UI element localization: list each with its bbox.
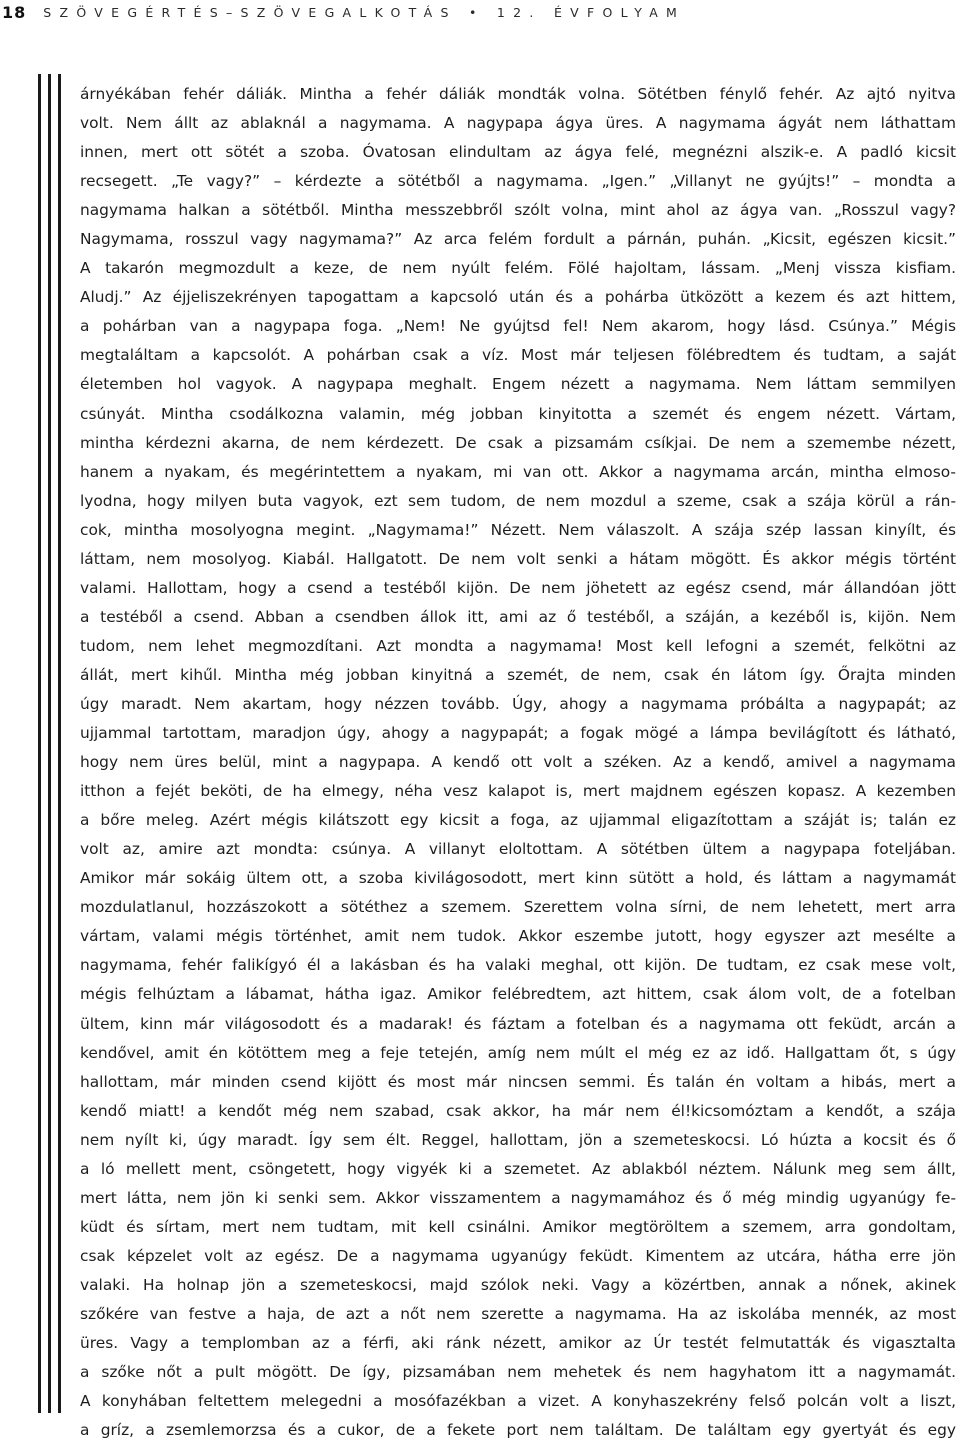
text-line: a pohárban van a nagypapa foga. „Nem! Ne gyújtsd fel! Nem akarom, hogy lásd. Csúnya.” Mégis bbox=[80, 317, 956, 336]
text-line: Amikor már sokáig ültem ott, a szoba kivilágosodott, mert kinn sütött a hold, és láttam a nagymamát bbox=[80, 869, 956, 888]
text-line: állát, mert kihűl. Mintha még jobban kinyitná a szemét, de nem, csak én látom így. Őrajta minden bbox=[80, 665, 956, 684]
text-line: csúnyát. Mintha csodálkozna valamin, még jobban kinyitotta a szemét és engem nézett. Vártam, bbox=[80, 404, 956, 423]
margin-bar bbox=[48, 74, 51, 1413]
text-line: árnyékában fehér dáliák. Mintha a fehér dáliák mondták volna. Sötétben fénylő fehér. Az ajtó nyitva bbox=[80, 85, 956, 103]
text-line: életemben hol vagyok. A nagypapa meghalt. Engem nézett a nagymama. Nem láttam semmilyen bbox=[80, 375, 956, 394]
text-line: nagymama, fehér falikígyó él a lakásban és ha valaki meghal, ott kijön. De tudtam, ez csak mese volt, bbox=[80, 956, 956, 975]
text-line: csak képzelet volt az egész. De a nagymama ugyanúgy feküdt. Kimentem az utcára, hátha erre jön bbox=[80, 1246, 956, 1265]
text-line: ültem, kinn már világosodott és a madarak! és fáztam a fotelban és a nagymama ott feküdt, arcán a bbox=[80, 1014, 956, 1033]
text-line: tudom, nem lehet megmozdítani. Azt mondta a nagymama! Most kell lefogni a szemét, felkötni az bbox=[80, 636, 956, 655]
text-line: a ló mellett ment, csöngetett, hogy vigyék ki a szemetet. Az ablakból néztem. Nálunk meg sem állt, bbox=[80, 1159, 956, 1178]
text-line: valaki. Ha holnap jön a szemeteskocsi, majd szólok neki. Vagy a közértben, annak a nőnek, akinek bbox=[80, 1275, 956, 1294]
text-line: megtaláltam a kapcsolót. A pohárban csak a víz. Most már teljesen fölébredtem és tudtam, a saját bbox=[80, 346, 956, 365]
text-line: ujjammal tartottam, maradjon úgy, ahogy a nagypapát; a fogak mögé a lámpa bevilágított és látható, bbox=[80, 724, 956, 743]
text-line: A konyhában feltettem melegedni a mosófazékban a vizet. A konyhaszekrény felső polcán volt a liszt, bbox=[80, 1392, 956, 1411]
text-line: hallottam, már minden csend kijött és most már nincsen semmi. És talán én voltam a hibás, mert a bbox=[80, 1072, 956, 1091]
text-line: a gríz, a zsemlemorzsa és a cukor, de a fekete port nem találtam. De találtam egy gyertyát és egy bbox=[80, 1421, 956, 1440]
text-line: kendő miatt! a kendőt még nem szabad, csak akkor, ha már nem él!kicsomóztam a kendőt, a szája bbox=[80, 1101, 956, 1120]
text-line: recsegett. „Te vagy?” – kérdezte a sötétből a nagymama. „Igen.” „Villanyt ne gyújts!” – mondta a bbox=[80, 172, 956, 191]
text-line: mintha kérdezni akarna, de nem kérdezett. De csak a pizsamám csíkjai. De nem a szemembe nézett, bbox=[80, 433, 956, 452]
text-line: a testéből a csend. Abban a csendben állok itt, ami az ő testéből, a száján, a kezéből is, kijön. Nem bbox=[80, 607, 956, 626]
text-line: üres. Vagy a templomban az a férfi, aki ránk nézett, amikor az Úr testét felmutatták és vigasztalta bbox=[80, 1334, 956, 1353]
text-line: volt. Nem állt az ablaknál a nagymama. A nagypapa ágya üres. A nagymama ágyát nem láthattam bbox=[80, 114, 956, 133]
page-number: 18 bbox=[2, 2, 27, 22]
margin-bar bbox=[38, 74, 41, 1413]
text-line: nem nyílt ki, úgy maradt. Így sem élt. Reggel, hallottam, jön a szemeteskocsi. Ló húzta a kocsit és ő bbox=[80, 1130, 956, 1149]
text-line: cok, mintha mosolyogna megint. „Nagymama!” Nézett. Nem válaszolt. A szája szép lassan kinyílt, és bbox=[80, 520, 956, 539]
running-head: SZÖVEGÉRTÉS–SZÖVEGALKOTÁS • 12. ÉVFOLYAM bbox=[43, 4, 686, 20]
text-line: mert látta, nem jön ki senki sem. Akkor visszamentem a nagymamához és ő még mindig ugyanúgy fe- bbox=[80, 1188, 956, 1207]
text-line: vártam, valami mégis történhet, amit nem tudok. Akkor eszembe jutott, hogy egyszer azt mesélte a bbox=[80, 927, 956, 946]
text-line: láttam, nem mosolyog. Kiabál. Hallgatott. De nem volt senki a hátam mögött. És akkor mégis történt bbox=[80, 549, 956, 568]
text-line: küdt és sírtam, mert nem tudtam, mit kell csinálni. Amikor megtöröltem a szemem, arra gondoltam, bbox=[80, 1217, 956, 1236]
text-line: a szőke nőt a pult mögött. De így, pizsamában nem mehetek és nem hagyhatom itt a nagymamát. bbox=[80, 1363, 956, 1382]
text-line: Nagymama, rosszul vagy nagymama?” Az arca felém fordult a párnán, puhán. „Kicsit, egészen kicsit.” bbox=[80, 230, 956, 249]
text-line: volt az, amire azt mondta: csúnya. A villanyt eloltottam. A sötétben ültem a nagypapa foteljában. bbox=[80, 840, 956, 859]
text-line: hogy nem üres belül, mint a nagypapa. A kendő ott volt a széken. Az a kendő, amivel a nagymama bbox=[80, 753, 956, 772]
text-line: A takarón megmozdult a keze, de nem nyúlt felém. Fölé hajoltam, lássam. „Menj vissza kisfiam. bbox=[80, 259, 956, 278]
text-line: a bőre meleg. Azért mégis kilátszott egy kicsit a foga, az ujjammal eligazítottam a száját is; talán ez bbox=[80, 811, 956, 830]
text-line: nagymama halkan a sötétből. Mintha messzebbről szólt volna, mint ahol az ágya van. „Rosszul vagy? bbox=[80, 201, 956, 220]
body-text bbox=[80, 80, 956, 1445]
text-line: innen, mert ott sötét a szoba. Óvatosan elindultam az ágya felé, megnézni alszik-e. A padló kicsit bbox=[80, 143, 956, 162]
text-line: szőkére van festve a haja, de azt a nőt nem szerette a nagymama. Ha az iskolába mennék, az most bbox=[80, 1304, 956, 1323]
page-header bbox=[0, 0, 960, 24]
text-line: úgy maradt. Nem akartam, hogy nézzen tovább. Úgy, ahogy a nagymama próbálta a nagypapát; az bbox=[80, 694, 956, 713]
text-line: hanem a nyakam, és megérintettem a nyakam, mi van ott. Akkor a nagymama arcán, mintha elmoso- bbox=[80, 462, 956, 481]
margin-decoration-bars bbox=[38, 74, 62, 1413]
margin-bar bbox=[58, 74, 61, 1413]
text-line: mégis felhúztam a lábamat, hátha igaz. Amikor felébredtem, azt hittem, csak álom volt, de a fotelban bbox=[80, 985, 956, 1004]
text-line: itthon a fejét beköti, de ha elmegy, néha vesz kalapot is, mert majdnem egészen kopasz. A kezemben bbox=[80, 782, 956, 801]
text-line: mozdulatlanul, hozzászokott a sötéthez a szemem. Szerettem volna sírni, de nem lehetett, mert arra bbox=[80, 898, 956, 917]
text-line: Aludj.” Az éjjeliszekrényen tapogattam a kapcsoló után és a pohárba ütközött a kezem és azt hittem, bbox=[80, 288, 956, 307]
text-line: kendővel, amit én kötöttem meg a feje tetején, amíg nem múlt el még ez az idő. Hallgattam őt, s úgy bbox=[80, 1043, 956, 1062]
text-line: valami. Hallottam, hogy a csend a testéből kijön. De nem jöhetett az egész csend, már állandóan jött bbox=[80, 578, 956, 597]
text-line: lyodna, hogy milyen buta vagyok, ezt sem tudom, de nem mozdul a szeme, csak a szája körül a rán- bbox=[80, 491, 956, 510]
